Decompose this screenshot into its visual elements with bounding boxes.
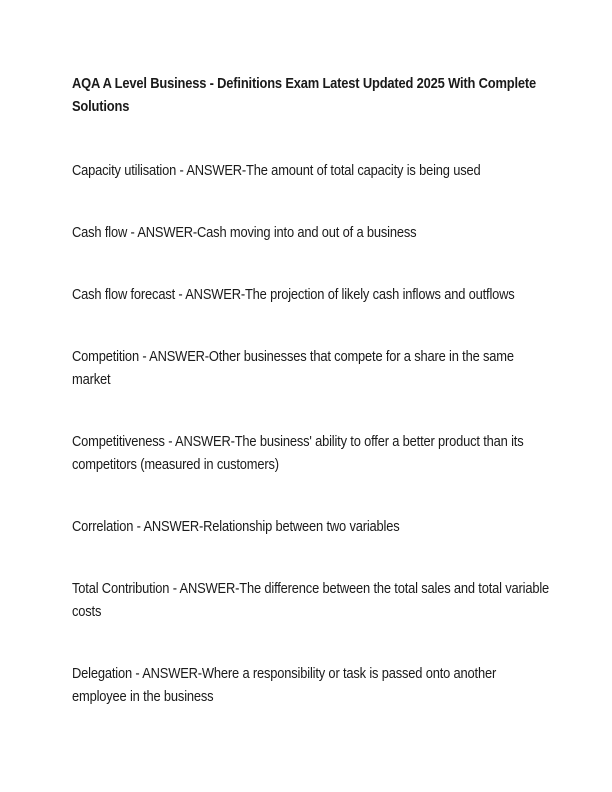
definition-entry: Total Contribution - ANSWER-The difference between the total sales and total variable costs <box>72 580 550 620</box>
definition-entry: Capacity utilisation - ANSWER-The amount of total capacity is being used <box>72 162 481 179</box>
definition-entry: Competition - ANSWER-Other businesses that compete for a share in the same market <box>72 348 514 388</box>
definition-entry: Cash flow forecast - ANSWER-The projection of likely cash inflows and outflows <box>72 286 515 303</box>
definition-entry: Delegation - ANSWER-Where a responsibility or task is passed onto another employee in the business <box>72 665 497 705</box>
definition-entry: Cash flow - ANSWER-Cash moving into and out of a business <box>72 224 417 241</box>
document-title: AQA A Level Business - Definitions Exam Latest Updated 2025 With Complete Solutions <box>72 75 537 115</box>
definition-entry: Competitiveness - ANSWER-The business' ability to offer a better product than its competitors (measured in customers) <box>72 433 524 473</box>
definition-entry: Correlation - ANSWER-Relationship between two variables <box>72 518 400 535</box>
